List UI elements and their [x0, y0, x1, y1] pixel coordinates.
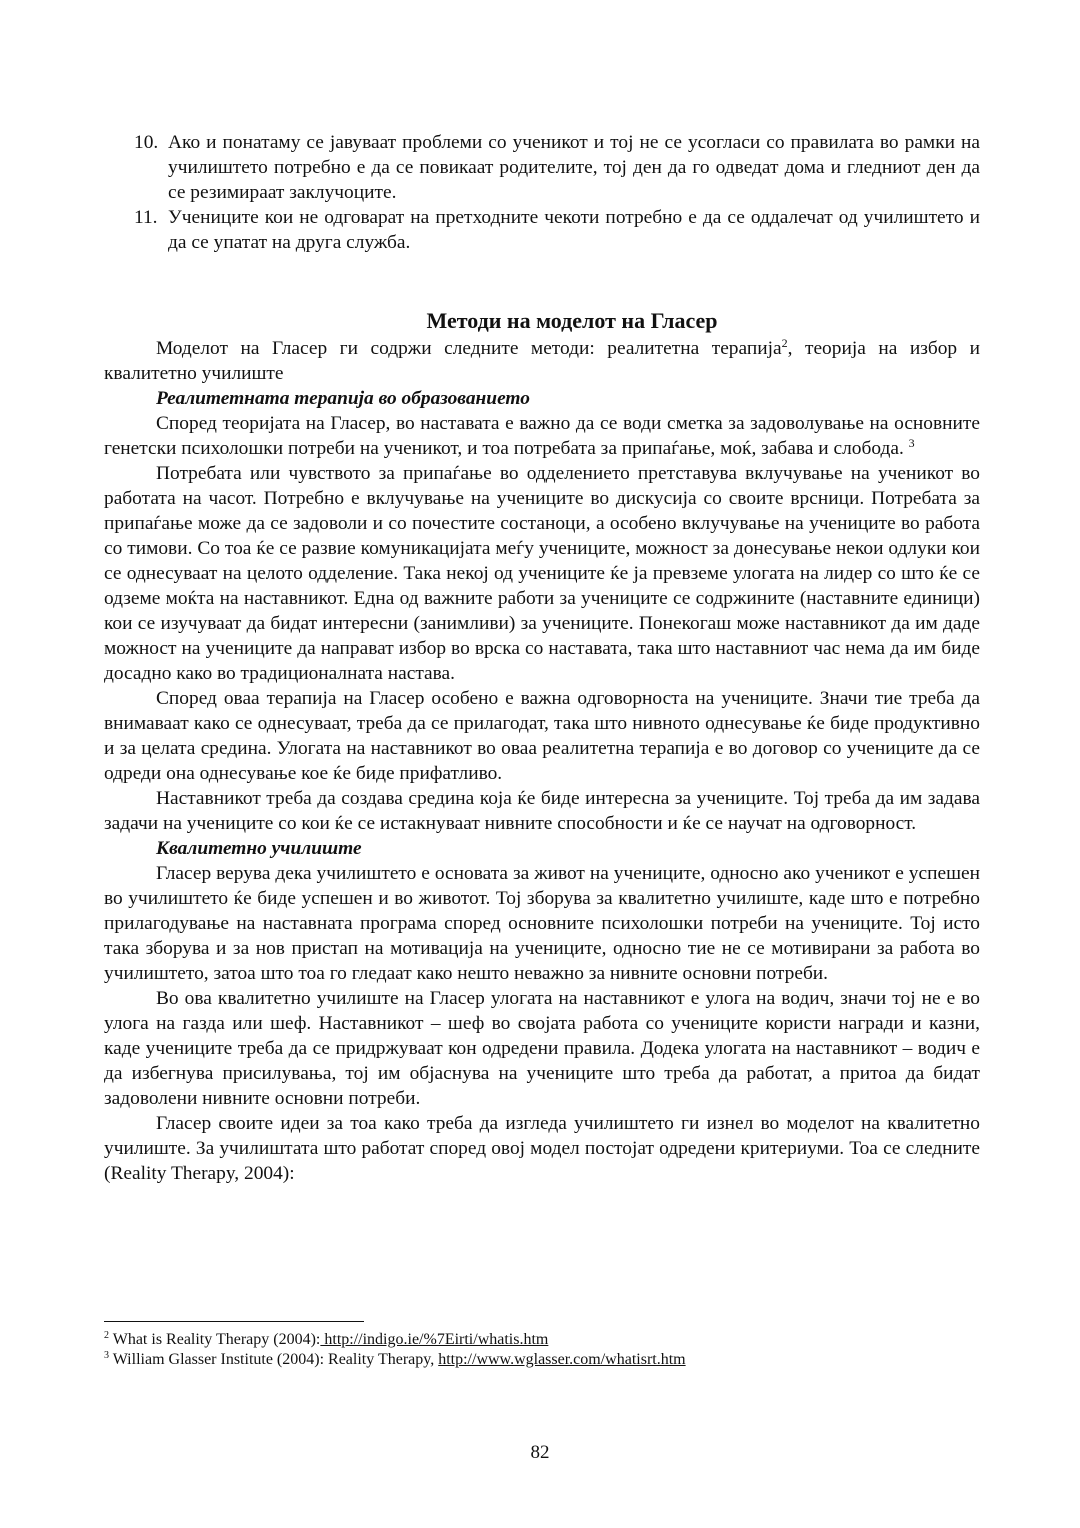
subheading-quality-school: Квалитетно училиште [156, 838, 362, 859]
footnote-link[interactable]: http://www.wglasser.com/whatisrt.htm [438, 1351, 686, 1368]
footnote-mark: 2 [104, 1330, 109, 1341]
intro-paragraph [104, 336, 980, 386]
list-item-number: 10. [134, 132, 159, 153]
list-item-number: 11. [134, 207, 158, 228]
paragraph-7: Гласер своите идеи за тоа како треба да изгледа училиштето ги изнел во моделот на квалитетно училиште. За училиштата што работат според овој модел постојат одредени критериуми. Тоа се следните (Reality Therapy, 2004): [104, 1113, 980, 1184]
footnote-ref-2[interactable]: 2 [781, 336, 788, 350]
paragraph-6: Во ова квалитетно училиште на Гласер улогата на наставникот е улога на водич, значи тој не е во улога на газда или шеф. Наставникот – шеф во својата работа со учениците користи награди и казни, каде учениците треба да се придржуваат кон одредени правила. Додека улогата на наставникот – водич е да избегнува присилувања, тој им објаснува на учениците што треба да работат, а притоа да бидат задоволени нивните основни потреби. [104, 988, 980, 1109]
footnote-ref-3[interactable]: 3 [908, 436, 915, 450]
footnotes [104, 1330, 980, 1370]
page-number: 82 [530, 1442, 550, 1463]
footnote-divider [104, 1321, 364, 1322]
numbered-list [134, 130, 980, 255]
main-body [104, 306, 980, 1186]
subheading-reality-therapy: Реалитетната терапија во образованието [156, 388, 530, 409]
footnote-item [104, 1330, 980, 1350]
list-item-text: Учениците кои не одговарат на претходните чекоти потребно е да се оддалечат од училиштето и да се упатат на друга служба. [168, 207, 980, 253]
paragraph-5: Гласер верува дека училиштето е основата за живот на учениците, односно ако ученикот е успешен во училиштето ќе биде успешен и во животот. Тој зборува за квалитетно училиште, каде што е потребно прилагодување на наставната програма според основните психолошки потреби на учениците. Тој исто така зборува и за нов пристап на мотивација на учениците, односно тие не се мотивирани за работа во училиштето, затоа што тоа го гледаат како нешто неважно за нивните основни потреби. [104, 863, 980, 984]
paragraph-1 [104, 411, 980, 461]
list-item-text: Ако и понатаму се јавуваат проблеми со ученикот и тој не се усогласи со правилата во рамки на училиштето потребно е да се повикаат родителите, тој ден да го одведат дома и гледниот ден да се резимираат заклучоците. [168, 132, 980, 203]
intro-text-before: Моделот на Гласер ги содржи следните методи: реалитетна терапија [156, 338, 782, 359]
footnote-mark: 3 [104, 1350, 109, 1361]
paragraph-1-text: Според теоријата на Гласер, во наставата е важно да се води сметка за задоволување на основните генетски психолошки потреби на ученикот, и тоа потребата за припаѓање, моќ, забава и слобода. [104, 413, 980, 459]
footnote-item [104, 1350, 980, 1370]
intro-text-after: , теорија на избор и квалитетно училиште [104, 338, 980, 384]
paragraph-2: Потребата или чувството за припаѓање во одделението претставува вклучување на ученикот во работата на часот. Потребно е вклучување на учениците во дискусија со своите врсници. Потребата за припаѓање може да се задоволи и со почестите состаноци, а особено вклучување на учениците во работа со тимови. Со тоа ќе се развие комуникацијата меѓу учениците, можност за донесување некои одлуки кои се однесуваат на целото одделение. Така некој од учениците ќе ја превземе улогата на лидер со што ќе се одземе моќта на наставникот. Една од важните работи за учениците се содржините (наставните единици) кои се изучуваат да бидат интересни (занимливи) за учениците. Понекогаш може наставникот да им даде можност на учениците да направат избор во врска со наставата, така што наставниот час нема да им биде досадно како во традиционалната настава. [104, 463, 980, 684]
paragraph-4: Наставникот треба да создава средина која ќе биде интересна за учениците. Тој треба да им задава задачи на учениците со кои ќе се истакнуваат нивните способности и ќе се научат на одговорност. [104, 788, 980, 834]
footnote-text: William Glasser Institute (2004): Reality Therapy, [112, 1351, 439, 1368]
footnote-link[interactable]: http://indigo.ie/%7Eirti/whatis.htm [320, 1331, 549, 1348]
section-heading: Методи на моделот на Гласер [426, 308, 718, 333]
list-item [134, 130, 980, 205]
paragraph-3: Според оваа терапија на Гласер особено е важна одговорноста на учениците. Значи тие треба да внимаваат како се однесуваат, треба да се прилагодат, така што нивното однесување ќе биде продуктивно и за целата средина. Улогата на наставникот во оваа реалитетна терапија е во договор со учениците да се одреди она однесување кое ќе биде прифатливо. [104, 688, 980, 784]
list-item [134, 205, 980, 255]
footnote-text: What is Reality Therapy (2004): [112, 1331, 321, 1348]
